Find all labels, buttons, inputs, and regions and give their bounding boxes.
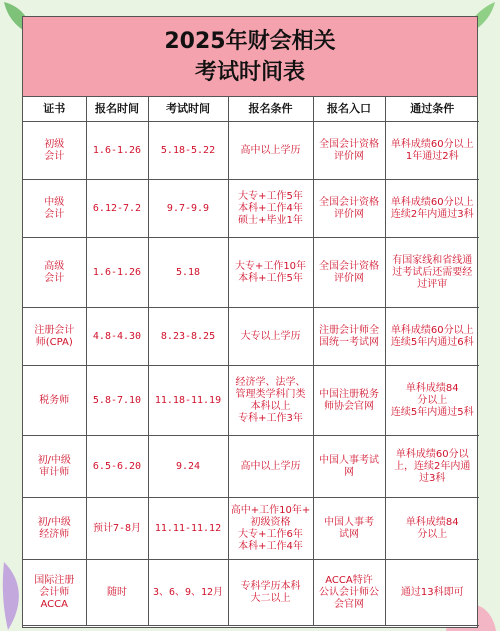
certificate-cell — [23, 308, 86, 366]
table-row — [23, 180, 479, 238]
conditions-cell-line: 高中+工作10年+ — [230, 504, 311, 516]
header-exam-time: 考试时间 — [148, 97, 228, 122]
entry-cell-line: 公认会计师公 — [319, 586, 379, 598]
pass-cell — [385, 308, 479, 366]
pass-cell — [385, 436, 479, 498]
conditions-cell — [228, 498, 313, 560]
pass-cell-line: 连续2年内通过3科 — [390, 208, 474, 220]
certificate-cell-line: 初级 — [44, 138, 65, 150]
certificate-cell-line: 国际注册 — [34, 574, 75, 586]
pass-cell-line: 分以上 — [417, 394, 448, 406]
conditions-cell-line: 硕士+毕业1年 — [238, 214, 303, 226]
conditions-cell-line: 高中以上学历 — [240, 460, 301, 472]
certificate-cell-line: ACCA — [40, 598, 68, 610]
entry-cell — [313, 366, 385, 436]
registration-time-cell-text: 1.6-1.26 — [92, 144, 142, 156]
pass-cell-line: 上，连续2年内通 — [394, 460, 471, 472]
conditions-cell-line: 管理类学科门类 — [235, 388, 306, 400]
exam-time-cell — [148, 308, 228, 366]
pass-cell — [385, 122, 479, 180]
exam-time-cell-text: 5.18 — [175, 266, 201, 278]
pass-cell-line: 单科成绩60分以 — [395, 448, 469, 460]
conditions-cell-line: 本科+工作4年 — [238, 202, 303, 214]
certificate-cell-line: 初/中级 — [37, 516, 71, 528]
table-row — [23, 308, 479, 366]
entry-cell-line: 全国会计资格 — [319, 260, 379, 272]
entry-cell-line: 网 — [344, 466, 354, 478]
title-line-1: 2025年财会相关 — [164, 28, 336, 54]
exam-time-cell-text: 9.24 — [175, 460, 201, 472]
schedule-sheet — [22, 16, 478, 628]
pass-cell-line: 过考试后还需要经 — [392, 266, 473, 278]
certificate-cell-line: 经济师 — [39, 528, 70, 540]
pass-cell-line: 单科成绩60分以上 — [390, 196, 474, 208]
entry-cell-line: 中国注册税务 — [319, 388, 379, 400]
exam-time-cell-text: 8.23-8.25 — [160, 330, 216, 342]
title-line-2: 考试时间表 — [194, 59, 305, 85]
certificate-cell-line: 税务师 — [39, 394, 70, 406]
conditions-cell — [228, 436, 313, 498]
certificate-cell — [23, 122, 86, 180]
pass-cell-line: 分以上 — [417, 528, 448, 540]
pass-cell-line: 有国家线和省线通 — [392, 254, 473, 266]
conditions-cell-line: 本科以上 — [250, 400, 291, 412]
exam-time-cell-text: 11.18-11.19 — [154, 394, 222, 406]
pass-cell-line: 单科成绩84 — [405, 382, 459, 394]
conditions-cell — [228, 560, 313, 626]
entry-cell-line: 中国人事考 — [324, 516, 374, 528]
conditions-cell — [228, 122, 313, 180]
entry-cell — [313, 560, 385, 626]
registration-time-cell-text: 6.12-7.2 — [92, 202, 142, 214]
conditions-cell-line: 本科+工作4年 — [238, 540, 303, 552]
pass-cell-line: 过3科 — [419, 472, 446, 484]
entry-cell — [313, 238, 385, 308]
pass-cell-line: 连续5年内通过6科 — [390, 336, 474, 348]
pass-cell-line: 过评审 — [417, 278, 448, 290]
conditions-cell-line: 本科+工作5年 — [238, 272, 303, 284]
entry-cell-line: 评价网 — [334, 272, 364, 284]
exam-time-cell — [148, 436, 228, 498]
entry-cell-line: 中国人事考试 — [319, 454, 379, 466]
table-row — [23, 238, 479, 308]
registration-time-cell-text: 4.8-4.30 — [92, 330, 142, 342]
entry-cell-line: 试网 — [339, 528, 359, 540]
certificate-cell-line: 高级 — [44, 260, 65, 272]
pass-cell — [385, 498, 479, 560]
table-header-row — [23, 97, 479, 122]
table-row — [23, 366, 479, 436]
conditions-cell — [228, 238, 313, 308]
entry-cell — [313, 180, 385, 238]
conditions-cell — [228, 308, 313, 366]
table-row — [23, 436, 479, 498]
registration-time-cell — [86, 180, 148, 238]
certificate-cell-line: 注册会计 — [34, 324, 75, 336]
entry-cell — [313, 498, 385, 560]
conditions-cell-line: 大专以上学历 — [240, 330, 301, 342]
entry-cell — [313, 122, 385, 180]
exam-time-cell-text: 11.11-11.12 — [154, 522, 222, 534]
exam-time-cell-text: 3、6、9、12月 — [152, 586, 224, 598]
table-row — [23, 122, 479, 180]
exam-time-cell — [148, 122, 228, 180]
certificate-cell — [23, 366, 86, 436]
entry-cell-line: 注册会计师全 — [319, 324, 379, 336]
pass-cell-line: 1年通过2科 — [405, 150, 459, 162]
header-registration-conditions: 报名条件 — [228, 97, 313, 122]
entry-cell-line: 全国会计资格 — [319, 196, 379, 208]
pass-cell-line: 单科成绩84 — [405, 516, 459, 528]
certificate-cell — [23, 436, 86, 498]
pass-cell — [385, 366, 479, 436]
certificate-cell-line: 会计 — [44, 208, 65, 220]
certificate-cell-line: 会计 — [44, 150, 65, 162]
registration-time-cell — [86, 366, 148, 436]
conditions-cell-line: 经济学、法学、 — [235, 376, 306, 388]
entry-cell-line: 全国会计资格 — [319, 138, 379, 150]
registration-time-cell — [86, 498, 148, 560]
registration-time-cell — [86, 436, 148, 498]
pass-cell-line: 通过13科即可 — [400, 586, 464, 598]
header-pass-conditions: 通过条件 — [385, 97, 479, 122]
pass-cell-line: 连续5年内通过5科 — [390, 406, 474, 418]
entry-cell-line: 评价网 — [334, 150, 364, 162]
registration-time-cell-text: 5.8-7.10 — [92, 394, 142, 406]
entry-cell — [313, 436, 385, 498]
registration-time-cell-text: 随时 — [107, 586, 127, 598]
conditions-cell-line: 高中以上学历 — [240, 144, 301, 156]
pass-cell-line: 单科成绩60分以上 — [390, 138, 474, 150]
conditions-cell — [228, 180, 313, 238]
registration-time-cell-text: 预计7-8月 — [92, 522, 142, 534]
conditions-cell-line: 大专+工作10年 — [234, 260, 307, 272]
certificate-cell — [23, 498, 86, 560]
exam-schedule-table — [23, 97, 479, 626]
conditions-cell-line: 专科+工作3年 — [238, 412, 303, 424]
header-registration-entry: 报名入口 — [313, 97, 385, 122]
certificate-cell-line: 审计师 — [39, 466, 70, 478]
conditions-cell-line: 专科学历本科 — [240, 580, 301, 592]
pass-cell-line: 单科成绩60分以上 — [390, 324, 474, 336]
table-row — [23, 498, 479, 560]
pass-cell — [385, 238, 479, 308]
registration-time-cell-text: 1.6-1.26 — [92, 266, 142, 278]
exam-time-cell — [148, 366, 228, 436]
conditions-cell — [228, 366, 313, 436]
entry-cell-line: 国统一考试网 — [319, 336, 379, 348]
conditions-cell-line: 大专+工作5年 — [238, 190, 303, 202]
certificate-cell — [23, 238, 86, 308]
certificate-cell — [23, 180, 86, 238]
exam-time-cell — [148, 238, 228, 308]
entry-cell-line: 评价网 — [334, 208, 364, 220]
conditions-cell-line: 大专+工作6年 — [238, 528, 303, 540]
entry-cell-line: 师协会官网 — [324, 400, 374, 412]
header-certificate: 证书 — [23, 97, 86, 122]
pass-cell — [385, 560, 479, 626]
certificate-cell-line: 会计 — [44, 272, 65, 284]
registration-time-cell — [86, 308, 148, 366]
entry-cell-line: ACCA特许 — [325, 574, 373, 586]
exam-time-cell — [148, 498, 228, 560]
conditions-cell-line: 初级资格 — [250, 516, 291, 528]
entry-cell-line: 会官网 — [334, 598, 364, 610]
page-title — [23, 17, 477, 97]
registration-time-cell-text: 6.5-6.20 — [92, 460, 142, 472]
certificate-cell-line: 中级 — [44, 196, 65, 208]
exam-time-cell-text: 5.18-5.22 — [160, 144, 216, 156]
pass-cell — [385, 180, 479, 238]
registration-time-cell — [86, 122, 148, 180]
entry-cell — [313, 308, 385, 366]
exam-time-cell — [148, 180, 228, 238]
exam-time-cell — [148, 560, 228, 626]
table-row — [23, 560, 479, 626]
certificate-cell — [23, 560, 86, 626]
certificate-cell-line: 师(CPA) — [35, 336, 73, 348]
conditions-cell-line: 大二以上 — [250, 592, 291, 604]
registration-time-cell — [86, 560, 148, 626]
registration-time-cell — [86, 238, 148, 308]
certificate-cell-line: 会计师 — [39, 586, 70, 598]
exam-time-cell-text: 9.7-9.9 — [166, 202, 210, 214]
header-registration-time: 报名时间 — [86, 97, 148, 122]
certificate-cell-line: 初/中级 — [37, 454, 71, 466]
